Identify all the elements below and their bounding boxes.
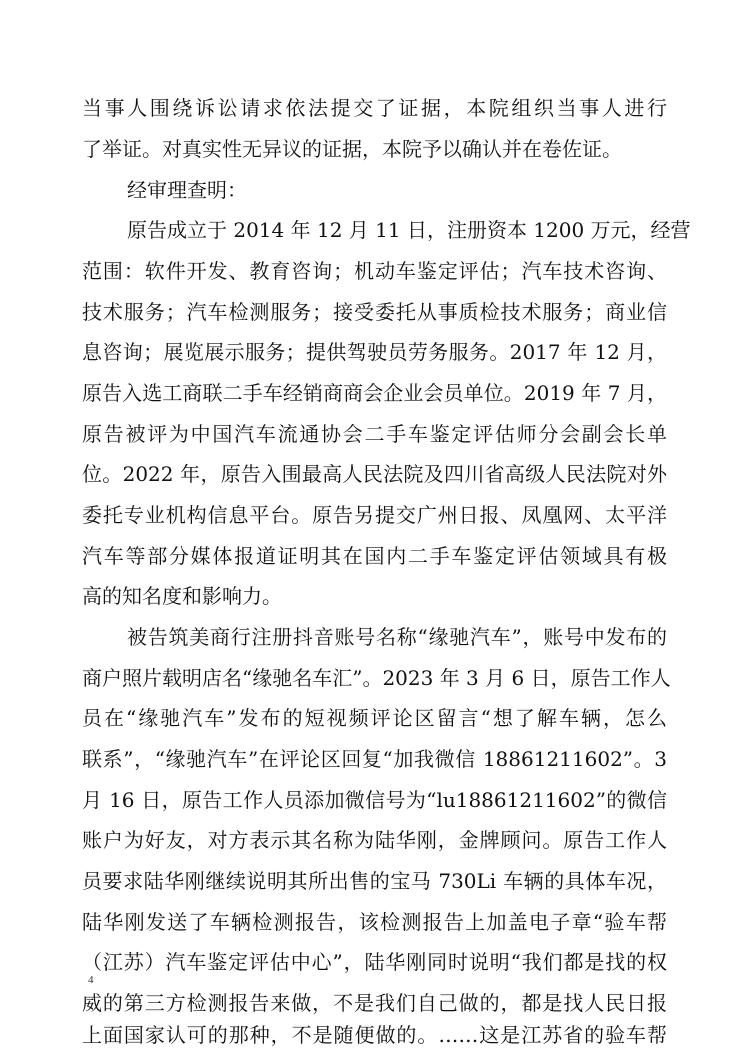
- paragraph-line: 上面国家认可的那种，不是随便做的。……这是江苏省的验车帮: [82, 1023, 667, 1047]
- paragraph-line: 委托专业机构信息平台。原告另提交广州日报、凤凰网、太平洋: [82, 503, 667, 527]
- paragraph-line: 技术服务；汽车检测服务；接受委托从事质检技术服务；商业信: [82, 300, 667, 324]
- paragraph-line: 员在“缘驰汽车”发布的短视频评论区留言“想了解车辆，怎么: [82, 706, 667, 730]
- paragraph-line: 员要求陆华刚继续说明其所出售的宝马 730Li 车辆的具体车况，: [82, 869, 667, 893]
- paragraph-line: 原告成立于 2014 年 12 月 11 日，注册资本 1200 万元，经营: [127, 218, 691, 242]
- paragraph-line: 月 16 日，原告工作人员添加微信号为“lu18861211602”的微信: [82, 788, 667, 812]
- paragraph-line: 息咨询；展览展示服务；提供驾驶员劳务服务。2017 年 12 月，: [82, 340, 667, 364]
- paragraph-line: 范围：软件开发、教育咨询；机动车鉴定评估；汽车技术咨询、: [82, 259, 667, 283]
- paragraph-line: 原告被评为中国汽车流通协会二手车鉴定评估师分会副会长单: [82, 422, 667, 446]
- paragraph-line: 威的第三方检测报告来做，不是我们自己做的，都是找人民日报: [82, 991, 667, 1015]
- paragraph-line: 被告筑美商行注册抖音账号名称“缘驰汽车”，账号中发布的: [127, 625, 667, 649]
- paragraph-line: 汽车等部分媒体报道证明其在国内二手车鉴定评估领域具有极: [82, 544, 667, 568]
- paragraph-line: 商户照片载明店名“缘驰名车汇”。2023 年 3 月 6 日，原告工作人: [82, 666, 671, 690]
- paragraph-line: 位。2022 年，原告入围最高人民法院及四川省高级人民法院对外: [82, 462, 667, 486]
- paragraph-line: 当事人围绕诉讼请求依法提交了证据，本院组织当事人进行: [82, 96, 667, 120]
- page-number: 4: [88, 974, 94, 986]
- paragraph-line: 陆华刚发送了车辆检测报告，该检测报告上加盖电子章“验车帮: [82, 910, 667, 934]
- paragraph-line: 联系”，“缘驰汽车”在评论区回复“加我微信 18861211602”。3: [82, 747, 667, 771]
- paragraph-line: 了举证。对真实性无异议的证据，本院予以确认并在卷佐证。: [82, 137, 622, 161]
- paragraph-line: 账户为好友，对方表示其名称为陆华刚，金牌顾问。原告工作人: [82, 828, 667, 852]
- paragraph-line: 高的知名度和影响力。: [82, 584, 282, 608]
- paragraph-line: 原告入选工商联二手车经销商商会企业会员单位。2019 年 7 月，: [82, 381, 667, 405]
- paragraph-line: （江苏）汽车鉴定评估中心”，陆华刚同时说明“我们都是找的权: [82, 950, 667, 974]
- section-heading: 经审理查明：: [127, 178, 247, 202]
